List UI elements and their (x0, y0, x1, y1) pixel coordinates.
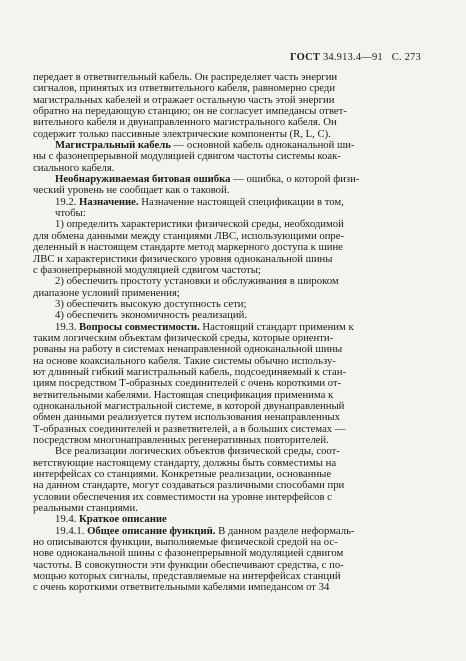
header-standard-number: 34.913.4—91 (322, 52, 383, 63)
line-text: 1) определить характеристики физической среды, необходимой (55, 218, 344, 231)
line-text: рованы на работу в системах ненаправленной одноканальной шины (33, 343, 343, 356)
line-text: сиального кабеля. (33, 161, 115, 174)
line-text: условии обеспечения их совместимости на уровне интерфейсов с (33, 490, 332, 503)
bold-term: Необнаруживаемая битовая ошибка (55, 173, 231, 186)
text-line (33, 582, 438, 593)
line-text: 4) обеспечить экономичность реализаций. (55, 309, 247, 322)
line-text: ветвительными кабелями. Настоящая спецификация применима к (33, 388, 334, 401)
line-text: на основе коаксиального кабеля. Такие системы обычно использу- (33, 354, 336, 367)
line-text: посредством многонаправленных регенеративных повторителей. (33, 434, 329, 446)
text-line (33, 197, 438, 208)
line-text: частоты. В совокупности эти функции обеспечивают средства, с по- (33, 558, 344, 571)
line-text: ют длинный гибкий магистральный кабель, подсоединяемый к стан- (33, 365, 346, 378)
bold-term: Магистральный кабель (55, 139, 171, 152)
bold-term: Общее описание функций. (87, 524, 216, 537)
header-gost: ГОСТ (290, 52, 321, 63)
line-text: передает в ответвительный кабель. Он распределяет часть энергии (33, 71, 338, 83)
line-text: реальными станциями. (33, 502, 138, 515)
document-body (33, 72, 438, 594)
line-text: чтобы: (55, 207, 86, 220)
line-text: нове одноканальной шины с фазонепрерывной модуляцией сдвигом (33, 547, 344, 560)
line-text: ны с фазонепрерывной модуляцией сдвигом частоты системы коак- (33, 150, 341, 163)
line-text: ческий уровень не сообщает как о таковой. (33, 184, 230, 197)
line-text: 19.4.1. (55, 524, 88, 537)
line-text: Назначение настоящей спецификации в том, (138, 195, 344, 208)
line-text: вительного кабеля и двунаправленного магистрального кабеля. Он (33, 116, 337, 129)
line-text: ЛВС и характеристики физического уровня одноканальной шины (33, 252, 333, 265)
line-text: для обмена данными между станциями ЛВС, использующими опре- (33, 229, 345, 242)
line-text: мощью которых сигналы, представляемые на интерфейсах станций (33, 570, 341, 583)
line-text: Настоящий стандарт применим к (199, 320, 354, 333)
bold-term: Назначение. (79, 195, 139, 208)
line-text: ветствующие настоящему стандарту, должны быть совместимы на (33, 456, 337, 469)
line-text: — основной кабель одноканальной ши- (170, 139, 355, 152)
line-text: деленный в настоящем стандарте метод маркерного доступа к шине (33, 241, 343, 254)
bold-term: Краткое описание (79, 513, 167, 526)
line-text: Все реализации логических объектов физической среды, соот- (55, 445, 340, 458)
line-text: но описываются функции, выполняемые физической средой на ос- (33, 536, 338, 549)
line-text: 19.4. (55, 513, 80, 526)
line-text: циям посредством Т-образных соединителей с очень короткими от- (33, 377, 342, 390)
line-text: 2) обеспечить простоту установки и обслуживания в широком (55, 275, 339, 288)
line-text: интерфейсах со станциями. Конкретные реализации, основанные (33, 468, 332, 481)
line-text: 19.3. (55, 320, 80, 333)
bold-term: Вопросы совместимости. (79, 320, 200, 333)
line-text: таким логическим объектам физической среды, которые ориенти- (33, 331, 334, 344)
line-text: обратно на передающую станцию; он не согласует импедансы ответ- (33, 105, 347, 118)
line-text: — ошибка, о которой физи- (230, 173, 360, 186)
line-text: 3) обеспечить высокую доступность сети; (55, 297, 247, 310)
line-text: Т-образных соединителей и разветвителей, а в больших системах — (33, 422, 346, 435)
line-text: содержит только пассивные электрические компоненты (R, L, C). (33, 127, 331, 140)
page-header (290, 52, 460, 63)
line-text: одноканальной магистральной системе, в которой двунаправленный (33, 399, 345, 412)
line-text: диапазоне условий применения; (33, 286, 180, 299)
line-text: с очень короткими ответвительными кабелями импедансом от 34 (33, 581, 330, 594)
line-text: обмен данными реализуется путем использования ненаправленных (33, 411, 340, 424)
line-text: на данном стандарте, могут создаваться различными способами при (33, 479, 345, 492)
line-text: сигналов, принятых из ответвительного кабеля, равномерно среди (33, 82, 336, 95)
line-text: с фазонепрерывной модуляцией сдвигом частоты; (33, 263, 261, 276)
line-text: магистральных кабелей и отражает остальную часть этой энергии (33, 93, 335, 106)
line-text: В данном разделе неформаль- (215, 524, 355, 537)
line-text: 19.2. (55, 195, 80, 208)
header-page-number: С. 273 (391, 52, 421, 63)
